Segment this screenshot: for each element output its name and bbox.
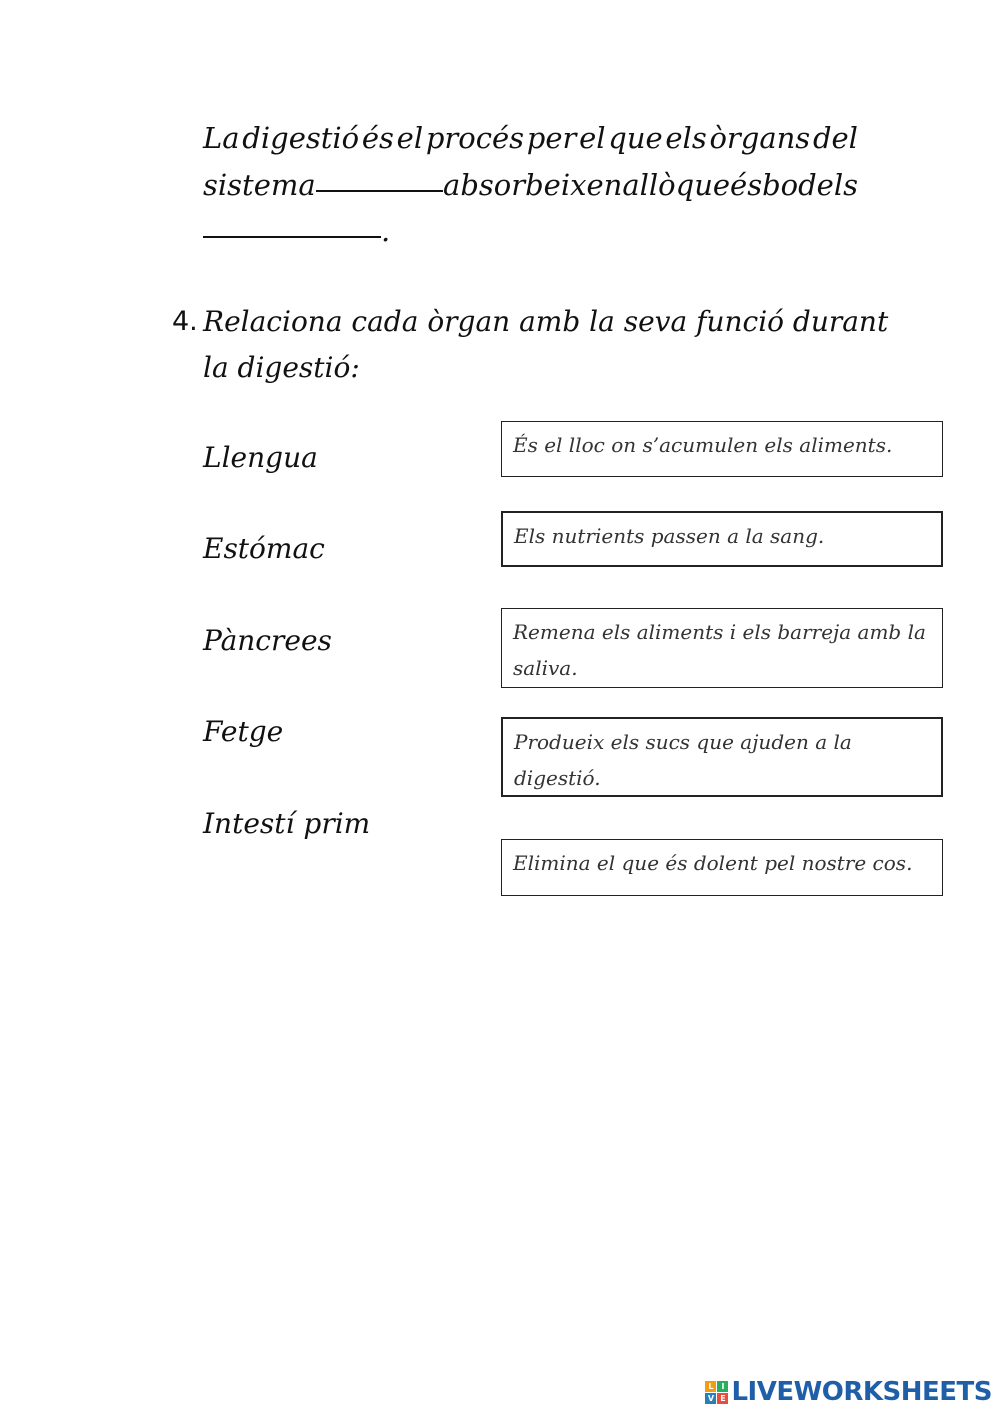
organ-fetge[interactable]: Fetge xyxy=(203,715,284,748)
logo-text: LIVEWORKSHEETS xyxy=(731,1377,992,1407)
paragraph-line-2 xyxy=(203,168,858,202)
blank-sistema[interactable] xyxy=(316,168,443,192)
function-box[interactable]: Els nutrients passen a la sang. xyxy=(501,511,943,567)
word: del xyxy=(812,121,858,155)
word: procés xyxy=(425,121,525,155)
word: allò xyxy=(622,168,676,202)
word: bo xyxy=(762,168,799,202)
function-box[interactable]: És el lloc on s’acumulen els aliments. xyxy=(501,421,943,477)
function-box[interactable]: Elimina el que és dolent pel nostre cos. xyxy=(501,839,943,896)
blank-dels[interactable] xyxy=(203,214,381,238)
word: el xyxy=(579,121,606,155)
logo-mark-letter: L xyxy=(705,1381,716,1392)
word: La xyxy=(203,121,240,155)
function-box[interactable]: Remena els aliments i els barreja amb la saliva. xyxy=(501,608,943,688)
word: que xyxy=(675,168,731,202)
word: dels xyxy=(798,168,858,202)
word: per xyxy=(526,121,577,155)
paragraph-line-3 xyxy=(203,214,858,248)
logo-mark-letter: V xyxy=(705,1393,716,1404)
word: que xyxy=(608,121,663,155)
paragraph-line-1 xyxy=(203,121,858,155)
logo-mark-letter: E xyxy=(717,1393,728,1404)
logo-mark-letter: I xyxy=(717,1381,728,1392)
question-text-line-1: Relaciona cada òrgan amb la seva funció durant xyxy=(203,305,889,338)
organ-estomac[interactable]: Estómac xyxy=(203,532,325,565)
logo-mark-icon xyxy=(705,1381,728,1404)
word: és xyxy=(730,168,763,202)
liveworksheets-logo xyxy=(705,1377,992,1407)
question-text-line-2: la digestió: xyxy=(203,351,360,384)
word: absorbeixen xyxy=(443,168,623,202)
word: el xyxy=(396,121,424,155)
word: els xyxy=(665,121,707,155)
word: òrgans xyxy=(709,121,811,155)
word: sistema xyxy=(203,168,316,202)
word: és xyxy=(361,121,394,155)
word: digestió xyxy=(242,121,360,155)
function-box[interactable]: Produeix els sucs que ajuden a la digestió. xyxy=(501,717,943,797)
organ-intesti-prim[interactable]: Intestí prim xyxy=(203,807,371,840)
organ-pancrees[interactable]: Pàncrees xyxy=(203,624,332,657)
question-number: 4. xyxy=(172,306,198,337)
organ-llengua[interactable]: Llengua xyxy=(203,441,318,474)
line-end-punctuation: . xyxy=(381,214,391,248)
